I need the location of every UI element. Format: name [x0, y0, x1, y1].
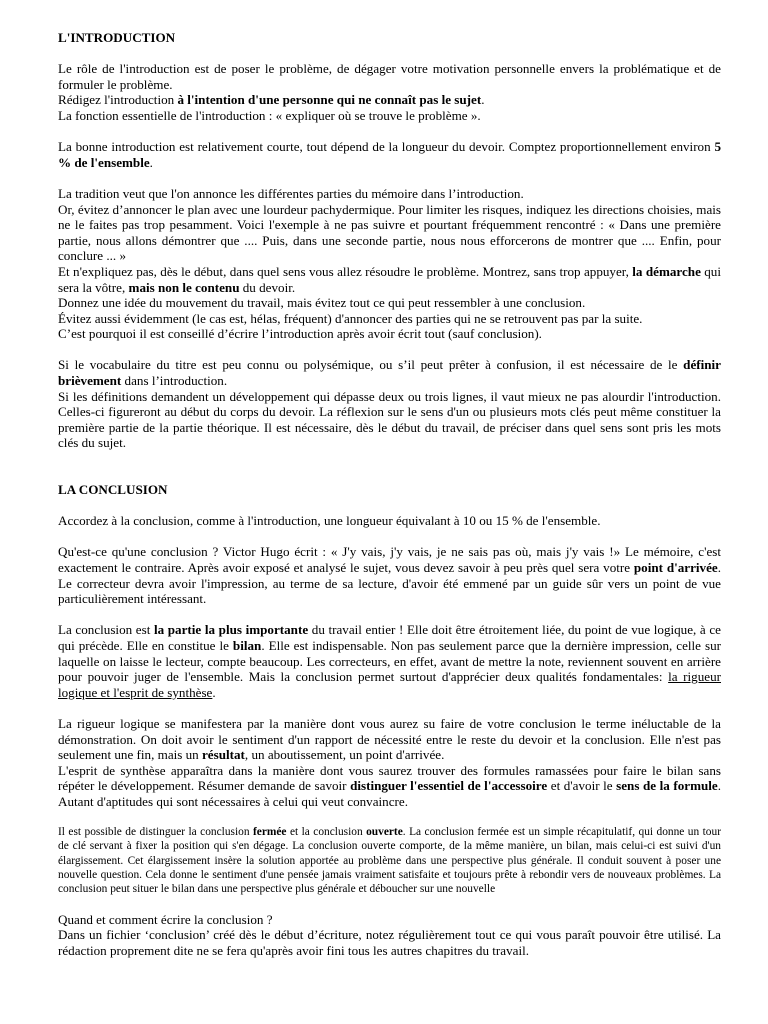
intro-paragraph-2: La bonne introduction est relativement courte, tout dépend de la longueur du devoir. Comptez proportionnellement environ 5 % de l'ensemble.	[58, 139, 721, 170]
document-page	[58, 30, 721, 958]
conclusion-p4-line2: L'esprit de synthèse apparaîtra dans la manière dont vous saurez trouver des formules ramassées pour faire le bilan sans répéter le développement. Résumer demande de savoir distinguer l'essentiel de l'accessoire et d'avoir le sens de la formule. Autant d'aptitudes qui sont nécessaires à celui qui veut convaincre.	[58, 762, 721, 809]
intro-p3-line5: Évitez aussi évidemment (le cas est, hélas, fréquent) d'annoncer des parties qui ne se retrouvent pas par la suite.	[58, 310, 643, 326]
conclusion-p6-line1: Quand et comment écrire la conclusion ?	[58, 911, 273, 927]
intro-p1-line1: Le rôle de l'introduction est de poser le problème, de dégager votre motivation personnelle envers la problématique et de formuler le problème.	[58, 61, 721, 92]
intro-p4-line1: Si le vocabulaire du titre est peu connu ou polysémique, ou s’il peut prêter à confusion, il est nécessaire de le définir brièvement dans l’introduction.	[58, 357, 721, 389]
conclusion-paragraph-5: Il est possible de distinguer la conclusion fermée et la conclusion ouverte. La conclusion fermée est un simple récapitulatif, qui donne un tour de clé servant à fixer la position qui s'en dégage. La conclusion ouverte comporte, de la même manière, un bilan, mais celui-ci est suivi d'un élargissement. Cet élargissement insère la solution apportée au problème dans une perspective plus générale. Il conduit souvent à poser une nouvelle question. Cela donne le sentiment d'une pensée jamais vraiment satisfaite et toujours prête à rebondir vers de nouveaux problèmes. La conclusion peut situer le bilan dans une perspective plus générale et déboucher sur une nouvelle	[58, 826, 721, 895]
intro-p3-line3: Et n'expliquez pas, dès le début, dans quel sens vous allez résoudre le problème. Montrez, sans trop appuyer, la démarche qui sera la vôtre, mais non le contenu du devoir.	[58, 263, 721, 295]
conclusion-paragraph-3: La conclusion est la partie la plus importante du travail entier ! Elle doit être étroitement liée, du point de vue logique, à ce qui précède. Elle en constitue le bilan. Elle est indispensable. Non pas seulement parce que la dernière impression, celle sur laquelle on laisse le lecteur, compte beaucoup. Les correcteurs, en effet, avant de mettre la note, reviennent souvent en arrière pour pouvoir juger de l'ensemble. Mais la conclusion permet surtout d'apprécier deux qualités fondamentales: la rigueur logique et l'esprit de synthèse.	[58, 622, 721, 700]
intro-paragraph-3	[58, 186, 721, 342]
conclusion-heading: LA CONCLUSION	[58, 482, 168, 498]
intro-p1-line3: La fonction essentielle de l'introduction : « expliquer où se trouve le problème ».	[58, 107, 481, 123]
intro-p3-line1: La tradition veut que l'on annonce les différentes parties du mémoire dans l’introduction.	[58, 185, 524, 201]
conclusion-paragraph-4	[58, 716, 721, 810]
conclusion-paragraph-1: Accordez à la conclusion, comme à l'introduction, une longueur équivalant à 10 ou 15 % de l'ensemble.	[58, 513, 601, 529]
intro-p1-line2: Rédigez l'introduction à l'intention d'une personne qui ne connaît pas le sujet.	[58, 92, 485, 108]
intro-paragraph-4	[58, 357, 721, 451]
conclusion-p6-line2: Dans un fichier ‘conclusion’ créé dès le début d’écriture, notez régulièrement tout ce qui vous paraît pouvoir être utilisé. La rédaction proprement dite ne se fera qu'après avoir fini tous les autres chapitres du travail.	[58, 927, 721, 958]
conclusion-paragraph-2: Qu'est-ce qu'une conclusion ? Victor Hugo écrit : « J'y vais, j'y vais, je ne sais pas où, mais j'y vais !» Le mémoire, c'est exactement le contraire. Après avoir exposé et analysé le sujet, vous devez savoir à peu près quel sera votre point d'arrivée. Le correcteur devra avoir l'impression, au terme de sa lecture, d'avoir été emmené par un guide sûr vers un point de vue particulièrement intéressant.	[58, 544, 722, 607]
conclusion-paragraph-6	[58, 912, 721, 959]
intro-p3-line2: Or, évitez d’annoncer le plan avec une lourdeur pachydermique. Pour limiter les risques, indiquez les directions choisies, mais ne le faites pas trop pesamment. Voici l'exemple à ne pas suivre et pourtant fréquemment rencontré : « Dans une première partie, nous allons démontrer que .... Puis, dans une seconde partie, nous nous efforcerons de montrer que .... Enfin, pour conclure ... »	[58, 201, 721, 264]
intro-p3-line4: Donnez une idée du mouvement du travail, mais évitez tout ce qui peut ressembler à une conclusion.	[58, 295, 586, 311]
introduction-heading: L'INTRODUCTION	[58, 30, 176, 45]
conclusion-p4-line1: La rigueur logique se manifestera par la manière dont vous aurez su faire de votre conclusion le terme inéluctable de la démonstration. On doit avoir le sentiment d'un rapport de nécessité entre le reste du devoir et la conclusion. Elle n'est pas seulement une fin, mais un résultat, un aboutissement, un point d'arrivée.	[58, 715, 721, 763]
intro-p3-line6: C’est pourquoi il est conseillé d’écrire l’introduction après avoir écrit tout (sauf conclusion).	[58, 326, 542, 342]
intro-paragraph-1	[58, 61, 721, 123]
intro-p4-line2: Si les définitions demandent un développement qui dépasse deux ou trois lignes, il vaut mieux ne pas alourdir l'introduction. Celles-ci figureront au début du corps du devoir. La réflexion sur le sens d'un ou plusieurs mots clés peut même constituer la première partie de la partie théorique. Il est nécessaire, dès le début du travail, de préciser dans quel sens sont pris les mots clés du sujet.	[58, 388, 721, 451]
underlined-qualities: la rigueur logique et l'esprit de synthèse	[58, 669, 721, 700]
